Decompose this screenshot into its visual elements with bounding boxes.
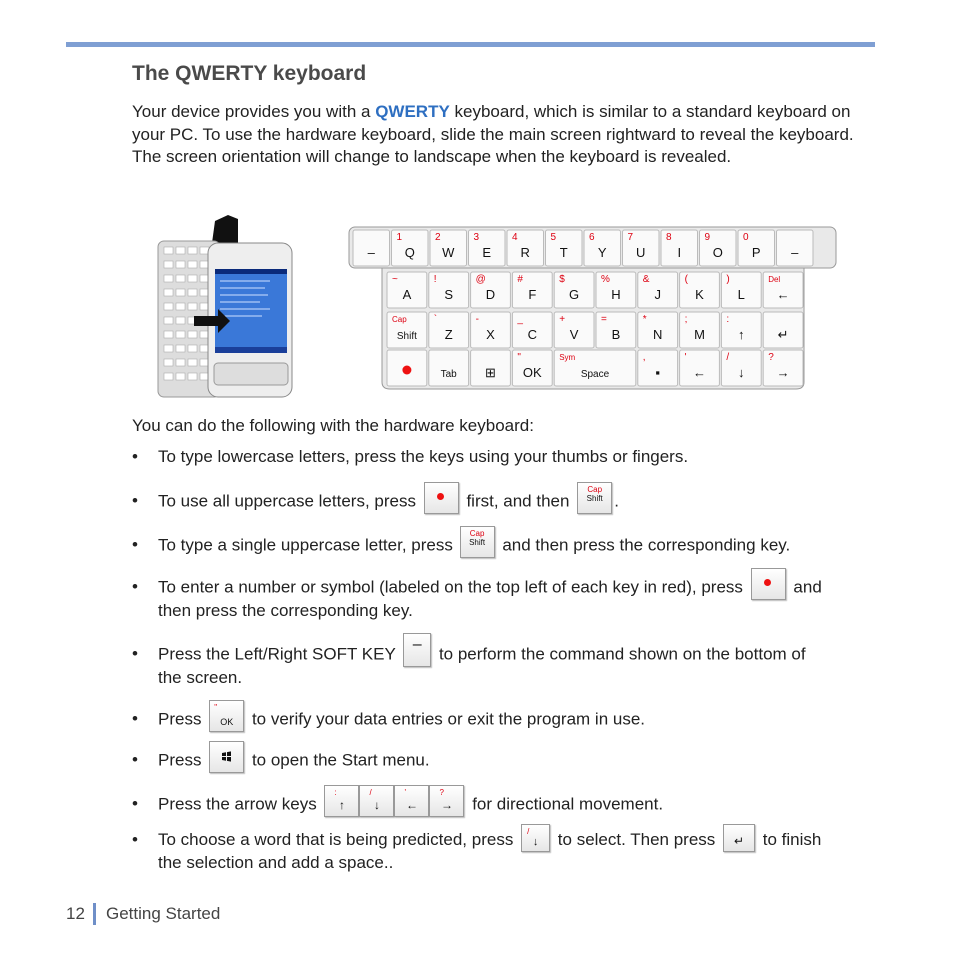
bullet-text [158,576,878,623]
svg-text:3: 3 [473,232,480,243]
down-arrow-key: / ↓ [521,824,550,852]
svg-text:`: ` [433,314,438,325]
keyboard-key [469,230,506,266]
right-arrow-key: ? → [429,785,464,817]
header-rule [66,42,875,47]
svg-text:I: I [677,245,682,260]
cap-shift-key [577,482,612,514]
svg-text:←: ← [776,287,790,302]
bullet-text: To type lowercase letters, press the keys using your thumbs or fingers. [158,447,689,466]
svg-text:–: – [791,245,799,260]
svg-text:⊞: ⊞ [485,365,496,380]
soft-key-label: – [412,636,422,653]
bullet-glyph: • [132,577,138,596]
svg-text:▪: ▪ [655,365,661,380]
svg-text:P: P [751,245,761,260]
bullet-text-part: Press the Left/Right SOFT KEY [158,644,396,664]
svg-text:E: E [482,245,492,260]
svg-text:): ) [726,274,730,285]
cap-label: Cap [587,485,603,494]
keyboard-key [429,272,469,308]
keyboard-key [430,230,467,266]
keyboard-key [596,272,636,308]
cap-label: Cap [469,529,485,538]
svg-text:Shift: Shift [396,331,417,342]
keyboard-key [512,312,552,348]
svg-text:M: M [694,327,705,342]
keyboard-key [584,230,621,266]
keyboard-key [546,230,583,266]
svg-text:~: ~ [392,274,398,285]
svg-text:!: ! [433,274,437,285]
svg-text:8: 8 [666,232,672,243]
svg-text:D: D [485,287,496,302]
keyboard-key [680,350,720,386]
svg-text:Space: Space [580,369,610,380]
keyboard-key [680,312,720,348]
keyboard-key [554,350,636,386]
bullet-text [158,788,878,817]
soft-key [403,633,431,667]
svg-text:→: → [776,365,790,380]
svg-text:Del: Del [768,275,781,284]
bullet-text [158,636,878,690]
svg-text:B: B [611,327,621,342]
svg-text:T: T [559,245,568,260]
function-key [751,568,786,600]
keyboard-key [738,230,775,266]
svg-text:V: V [569,327,579,342]
bullet-glyph: • [132,535,138,554]
keyboard-key [387,312,427,348]
svg-text:0: 0 [743,232,749,243]
svg-text:Cap: Cap [392,315,407,324]
left-arrow-icon: ← [405,798,418,812]
arrow-keys-group [324,785,464,817]
keyboard-key [700,230,737,266]
svg-text:R: R [520,245,530,260]
svg-text:Z: Z [444,327,453,342]
bullet-text [158,529,878,558]
bullet-glyph: • [132,447,138,466]
keyboard-key [471,312,511,348]
windows-logo-icon [221,751,232,762]
svg-text:4: 4 [512,232,518,243]
keyboard-key [429,312,469,348]
keyboard-key [721,312,761,348]
svg-text:↓: ↓ [738,365,745,380]
svg-text:%: % [601,274,610,285]
svg-text:2: 2 [435,232,441,243]
page-number: 12 [66,904,85,923]
svg-text:+: + [559,314,566,325]
svg-text:S: S [444,287,454,302]
svg-text:7: 7 [627,232,634,243]
function-key [424,482,459,514]
keyboard-key [471,350,511,386]
bullet-glyph: • [132,794,138,813]
start-key [209,741,244,773]
svg-text:H: H [611,287,621,302]
bullet-text [158,826,878,874]
bullet-glyph: • [132,830,138,849]
down-arrow-key: / ↓ [359,785,394,817]
svg-text:Y: Y [597,245,607,260]
keyboard-key [353,230,390,266]
svg-text:OK: OK [522,365,542,380]
keyboard-key [392,230,429,266]
lead-text: You can do the following with the hardware keyboard: [132,416,534,435]
svg-text:/: / [726,352,730,363]
bullet-text-part: to finish [762,830,822,849]
ok-label: OK [220,717,234,727]
keyboard-key [512,272,552,308]
bullet-text-part: to perform the command shown on the bottom of [438,644,806,664]
keyboard-key [471,272,511,308]
svg-text:6: 6 [589,232,595,243]
svg-text:X: X [486,327,495,342]
svg-text:O: O [712,245,723,260]
keyboard-key [507,230,544,266]
bullet-text-part: the selection and add a space.. [158,852,394,872]
keyboard-key [638,350,678,386]
keyboard-key [680,272,720,308]
shift-label: Shift [586,494,603,503]
bullet-text [158,485,878,514]
bullet-glyph: • [132,644,138,663]
svg-text:–: – [367,245,375,260]
bullet-text-part: and then press the corresponding key. [502,535,791,555]
bullet-text-part: then press the corresponding key. [158,601,413,620]
keyboard-key [638,272,678,308]
up-arrow-icon: ↑ [338,798,345,812]
svg-text:↵: ↵ [777,327,789,342]
qwerty-link[interactable]: QWERTY [375,102,450,121]
keyboard-key [777,230,814,266]
svg-text:U: U [636,245,646,260]
svg-text:9: 9 [704,232,711,243]
keyboard-key [763,350,803,386]
bullet-glyph: • [132,491,138,510]
keyboard-key [554,272,594,308]
svg-text:A: A [402,287,412,302]
svg-text:5: 5 [550,232,557,243]
bullet-text-part: Press [158,709,202,729]
device-illustration [150,213,300,399]
svg-text:1: 1 [396,232,403,243]
bullet-text-part: to select. Then press [557,830,716,849]
bullet-text-part: To use all uppercase letters, press [158,491,416,511]
keyboard-key [554,312,594,348]
keyboard-svg [348,226,838,392]
keyboard-key [596,312,636,348]
bullet-text-part: To type a single uppercase letter, press [158,535,453,555]
svg-text:@: @ [475,274,486,285]
down-arrow-icon: ↓ [373,798,380,812]
red-dot-icon [764,579,771,586]
bullet-text-part: for directional movement. [472,794,664,814]
svg-text:N: N [653,327,663,342]
left-arrow-key: ' ← [394,785,429,817]
keyboard-key [387,272,427,308]
intro-text-2: keyboard, which is similar to a standard keyboard on your PC. To use the hardware keyboard, slide the main screen rightward to reveal the keyboard. The screen orientation will change to landscape when the keyboard is revealed. [132,102,854,166]
bullet-text-part: To choose a word that is being predicted, press [158,830,514,849]
cap-shift-key [460,526,495,558]
keyboard-key [623,230,660,266]
svg-text:Sym: Sym [559,353,576,362]
keyboard-key [512,350,552,386]
red-dot-icon [437,493,444,500]
svg-text:=: = [601,314,607,325]
svg-text:&: & [642,274,650,285]
svg-text:Tab: Tab [440,369,457,380]
svg-text:-: - [475,314,479,325]
right-arrow-icon: → [440,798,453,812]
svg-text:L: L [737,287,745,302]
section-name: Getting Started [106,904,221,923]
intro-paragraph [132,101,872,169]
svg-text:': ' [684,352,687,363]
enter-key [723,824,755,852]
bullet-glyph: • [132,750,138,769]
keyboard-key [661,230,698,266]
svg-text:;: ; [684,314,688,325]
keyboard-key [763,272,803,308]
svg-text:W: W [442,245,455,260]
svg-text::: : [726,314,730,325]
svg-text:#: # [517,274,523,285]
up-arrow-key: : ↑ [324,785,359,817]
bullet-text-part: Press the arrow keys [158,794,317,814]
bullet-text-part: to verify your data entries or exit the program in use. [251,709,646,729]
intro-text-1: Your device provides you with a [132,102,376,121]
bullet-text-part: . [614,491,619,511]
keyboard-key [721,350,761,386]
bullet-text [158,749,878,773]
ok-symbol: " [214,703,218,712]
enter-icon: ↵ [734,833,745,848]
svg-text:,: , [642,352,646,363]
svg-text:$: $ [559,274,565,285]
bullet-text-part: and [793,577,822,597]
shift-label: Shift [469,538,486,547]
bullet-text-part: the screen. [158,668,243,687]
keyboard-key [638,312,678,348]
svg-text:K: K [695,287,704,302]
keyboard-key [763,312,803,348]
keyboard-key [429,350,469,386]
svg-text:F: F [528,287,537,302]
svg-text:C: C [527,327,537,342]
keyboard-key [387,350,427,386]
bullet-text-part: to open the Start menu. [251,750,430,770]
bullet-text [158,703,878,732]
bullet-text-part: first, and then [466,491,570,511]
svg-text:?: ? [768,352,774,363]
svg-text:Q: Q [404,245,415,260]
footer-divider [93,903,96,925]
svg-text:_: _ [517,314,523,325]
down-arrow-icon: ↓ [532,835,539,848]
keyboard-illustration [348,226,838,392]
svg-text:J: J [654,287,661,302]
ok-key [209,700,244,732]
svg-text:": " [517,352,521,363]
bullet-text-part: To enter a number or symbol (labeled on the top left of each key in red), press [158,577,743,597]
bullet-text-part: Press [158,750,202,770]
svg-text:*: * [642,314,647,325]
svg-text:(: ( [684,274,688,285]
bullet-glyph: • [132,709,138,728]
keyboard-key [721,272,761,308]
svg-text:←: ← [693,365,706,380]
page-title: The QWERTY keyboard [132,62,367,85]
svg-text:↑: ↑ [738,327,745,342]
svg-text:G: G [569,287,580,302]
